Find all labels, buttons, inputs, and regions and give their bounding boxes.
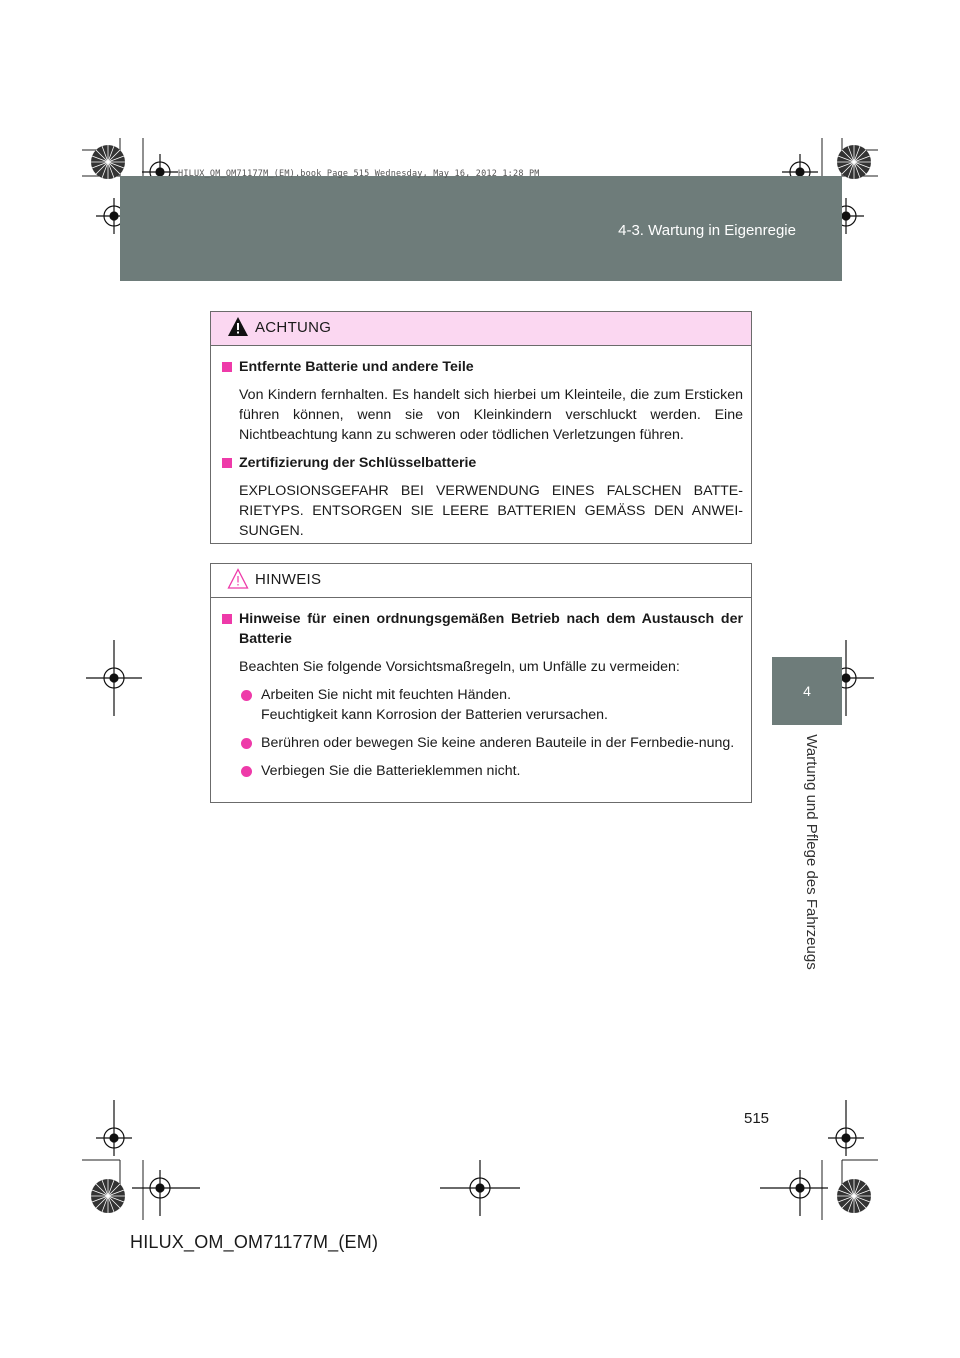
notice-box xyxy=(210,563,752,803)
warning-title: ACHTUNG xyxy=(255,319,332,336)
notice-bullet: Verbiegen Sie die Batterieklemmen nicht. xyxy=(219,761,743,781)
section-title: 4-3. Wartung in Eigenregie xyxy=(618,222,796,239)
page-number: 515 xyxy=(744,1110,770,1127)
warning-item-text: EXPLOSIONSGEFAHR BEI VERWENDUNG EINES FALSCHEN BATTE-RIETYPS. ENTSORGEN SIE LEERE BATTERIEN GEMÄSS DEN ANWEI-SUNGEN. xyxy=(239,483,743,539)
warning-item-heading: Zertifizierung der Schlüsselbatterie xyxy=(219,453,743,473)
caution-triangle-outline-icon xyxy=(227,568,249,590)
print-slug: HILUX_OM_OM71177M_(EM).book Page 515 Wednesday, May 16, 2012 1:28 PM xyxy=(178,169,540,179)
warning-item-heading: Entfernte Batterie und andere Teile xyxy=(219,357,743,377)
notice-bullet: Arbeiten Sie nicht mit feuchten Händen. Feuchtigkeit kann Korrosion der Batterien verursachen. xyxy=(219,685,743,725)
notice-title: HINWEIS xyxy=(255,571,322,588)
warning-box-header xyxy=(211,312,751,346)
chapter-title-vertical: Wartung und Pflege des Fahrzeugs xyxy=(803,734,820,970)
notice-bullet: Berühren oder bewegen Sie keine anderen Bauteile in der Fernbedie-nung. xyxy=(219,733,743,753)
square-bullet-icon xyxy=(222,614,232,624)
round-bullet-icon xyxy=(241,738,252,749)
chapter-number-tab: 4 xyxy=(772,657,842,725)
chapter-header-band xyxy=(120,176,842,281)
notice-box-header xyxy=(211,564,751,598)
round-bullet-icon xyxy=(241,766,252,777)
square-bullet-icon xyxy=(222,362,232,372)
square-bullet-icon xyxy=(222,458,232,468)
notice-intro: Beachten Sie folgende Vorsichtsmaßregeln, um Unfälle zu vermeiden: xyxy=(239,659,680,675)
warning-triangle-icon xyxy=(227,316,249,338)
round-bullet-icon xyxy=(241,690,252,701)
warning-item-text: Von Kindern fernhalten. Es handelt sich hierbei um Kleinteile, die zum Ersticken führen können, wenn sie von Kleinkindern verschluckt werden. Eine Nichtbeachtung kann zu schweren oder tödlichen Verletzungen führen. xyxy=(239,387,743,443)
notice-heading: Hinweise für einen ordnungsgemäßen Betrieb nach dem Austausch der Batterie xyxy=(219,609,743,649)
warning-box xyxy=(210,311,752,544)
document-code: HILUX_OM_OM71177M_(EM) xyxy=(130,1232,379,1252)
